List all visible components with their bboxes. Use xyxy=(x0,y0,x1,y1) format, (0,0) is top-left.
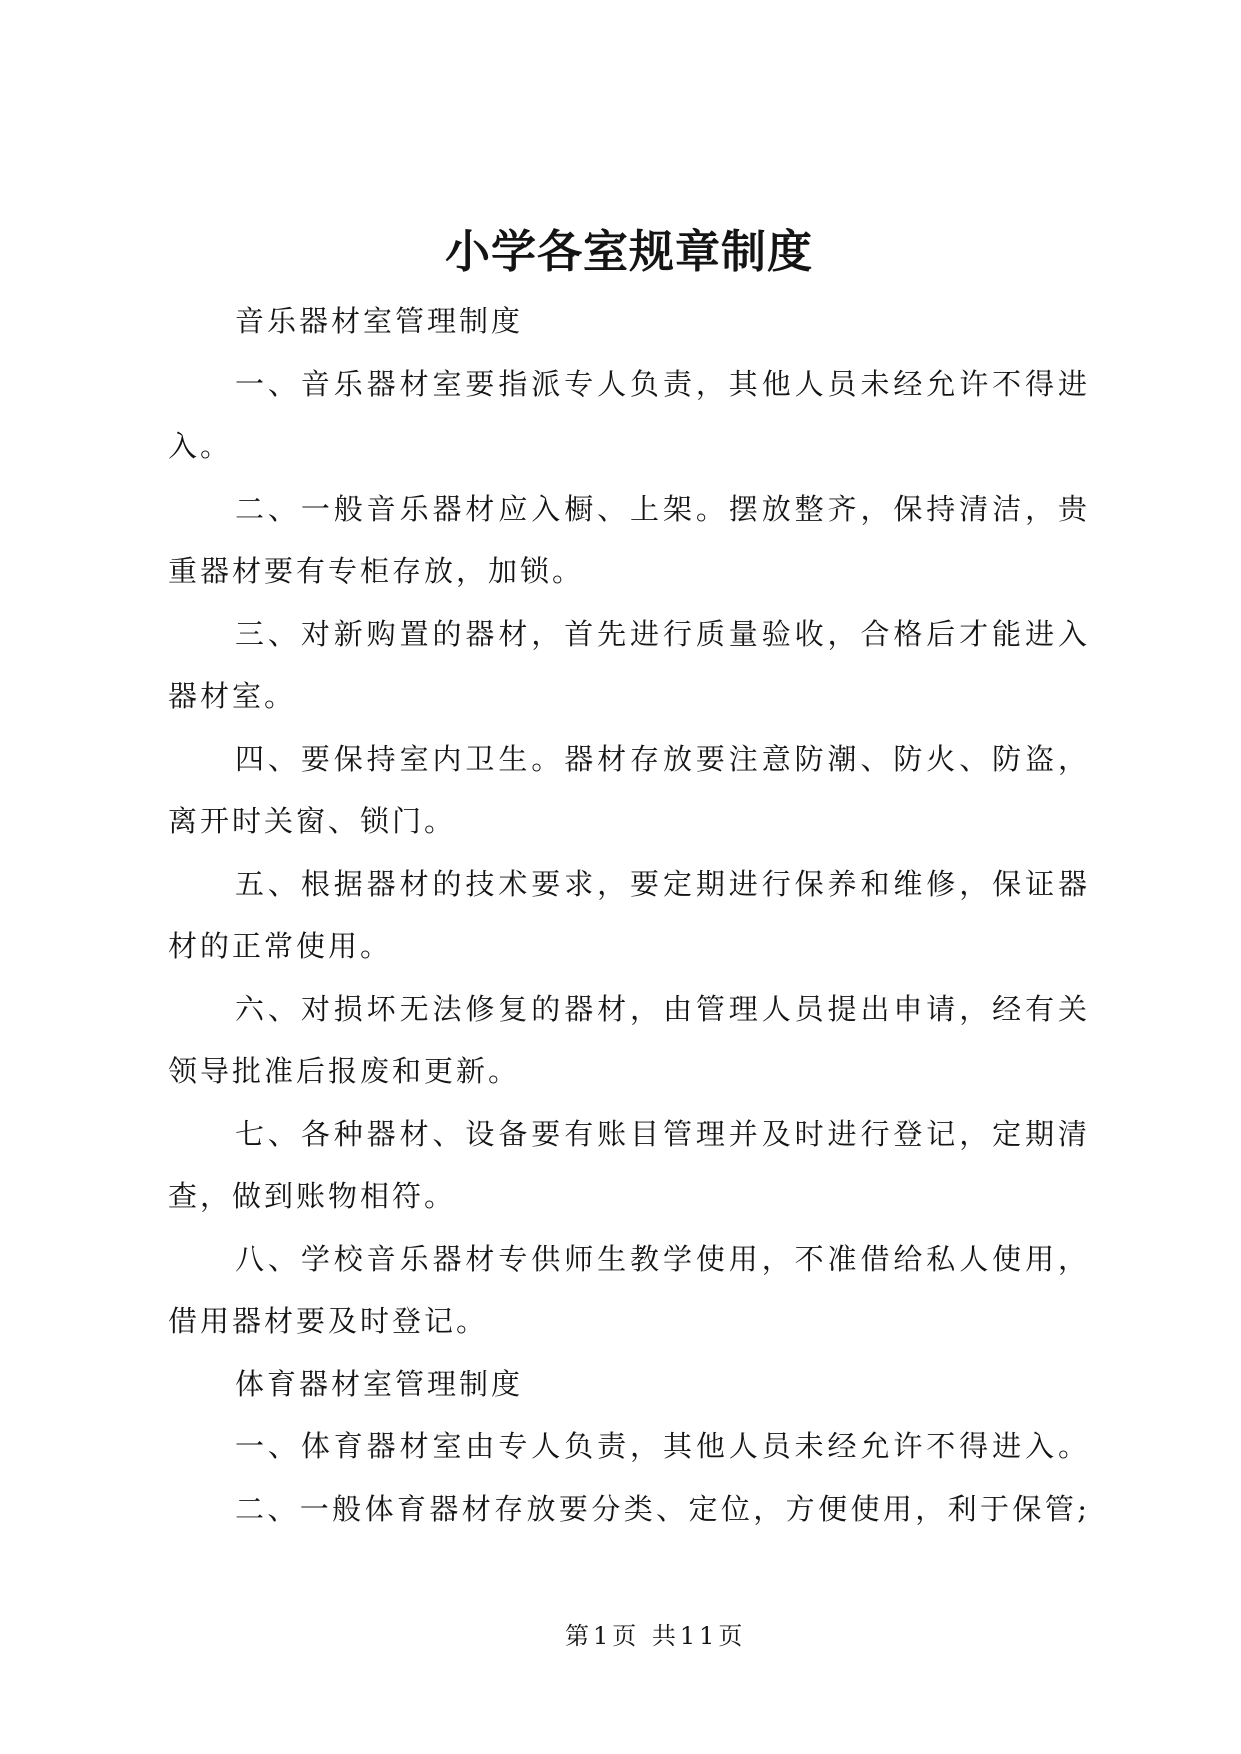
paragraph-rule-1 xyxy=(168,364,1090,489)
paragraph-rule-6 xyxy=(168,989,1090,1114)
page-number-footer: 第1页 共11页 xyxy=(565,1622,747,1650)
paragraph-line: 离开时关窗、锁门。 xyxy=(168,804,457,838)
paragraph-line: 体育器材室管理制度 xyxy=(235,1366,524,1401)
paragraph-line: 三、对新购置的器材，首先进行质量验收，合格后才能进入 xyxy=(235,616,1090,651)
paragraph-line: 领导批准后报废和更新。 xyxy=(168,1054,521,1088)
paragraph-line: 七、各种器材、设备要有账目管理并及时进行登记，定期清 xyxy=(235,1116,1090,1151)
paragraph-line: 一、体育器材室由专人负责，其他人员未经允许不得进入。 xyxy=(235,1429,1090,1463)
paragraph-line: 音乐器材室管理制度 xyxy=(235,304,524,338)
paragraph-rule-7 xyxy=(168,1114,1090,1239)
paragraph-rule-2 xyxy=(168,489,1090,614)
section-heading-sports-room xyxy=(168,1364,1090,1427)
document-title: 小学各室规章制度 xyxy=(444,225,813,278)
paragraph-sports-rule-1 xyxy=(168,1426,1090,1489)
paragraph-rule-5 xyxy=(168,864,1090,989)
paragraph-line: 五、根据器材的技术要求，要定期进行保养和维修，保证器 xyxy=(235,866,1090,901)
document-body xyxy=(168,301,1090,1551)
paragraph-rule-8 xyxy=(168,1239,1090,1364)
paragraph-line: 二、一般体育器材存放要分类、定位，方便使用，利于保管; xyxy=(235,1491,1090,1526)
paragraph-line: 一、音乐器材室要指派专人负责，其他人员未经允许不得进 xyxy=(235,366,1090,401)
paragraph-line: 器材室。 xyxy=(168,679,297,713)
paragraph-line: 六、对损坏无法修复的器材，由管理人员提出申请，经有关 xyxy=(235,991,1090,1026)
paragraph-rule-4 xyxy=(168,739,1090,864)
paragraph-line: 查，做到账物相符。 xyxy=(168,1179,457,1213)
paragraph-line: 入。 xyxy=(168,429,233,463)
section-heading-music-room xyxy=(168,301,1090,364)
paragraph-line: 借用器材要及时登记。 xyxy=(168,1304,489,1338)
paragraph-line: 八、学校音乐器材专供师生教学使用，不准借给私人使用， xyxy=(235,1241,1090,1276)
paragraph-rule-3 xyxy=(168,614,1090,739)
paragraph-line: 二、一般音乐器材应入橱、上架。摆放整齐，保持清洁，贵 xyxy=(235,491,1090,526)
paragraph-sports-rule-2 xyxy=(168,1489,1090,1552)
paragraph-line: 材的正常使用。 xyxy=(168,929,393,963)
paragraph-line: 四、要保持室内卫生。器材存放要注意防潮、防火、防盗， xyxy=(235,741,1090,776)
paragraph-line: 重器材要有专柜存放，加锁。 xyxy=(168,554,585,588)
